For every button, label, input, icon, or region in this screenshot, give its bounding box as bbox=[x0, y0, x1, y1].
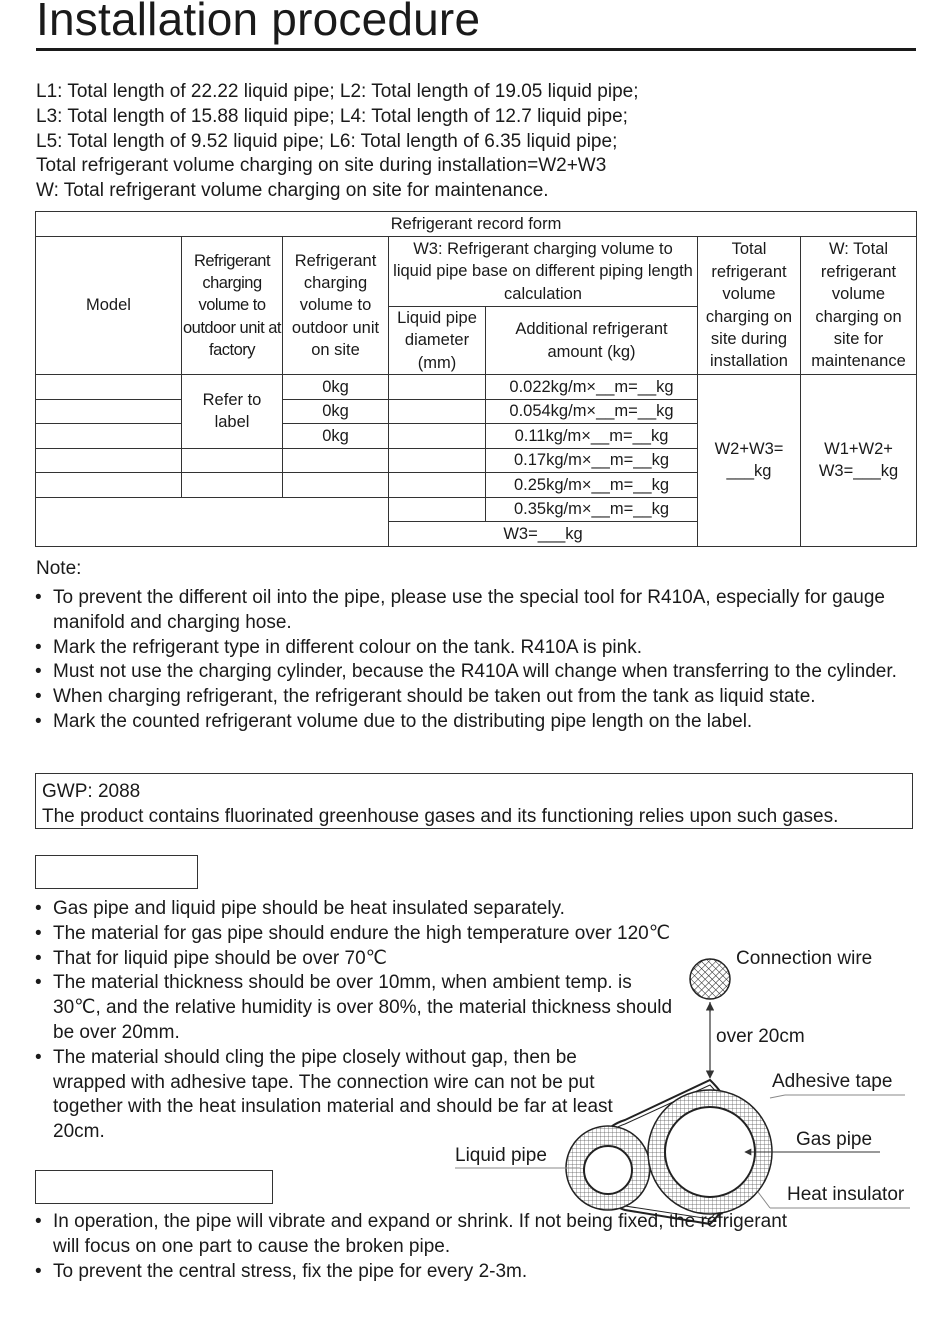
on-site-cell bbox=[283, 473, 389, 498]
diameter-cell bbox=[389, 473, 486, 498]
liquid-pipe-label: Liquid pipe bbox=[455, 1145, 547, 1166]
section-heading-box bbox=[35, 1170, 273, 1204]
list-item: • The material should cling the pipe closely without gap, then be wrapped with adhesive tape. The connection wire can not be put together with the heat insulation material and should be far at least 20cm. bbox=[35, 1046, 613, 1145]
list-item: • The material for gas pipe should endure the high temperature over 120℃ bbox=[35, 922, 695, 947]
gwp-box bbox=[35, 773, 913, 829]
refrigerant-record-table bbox=[35, 211, 917, 547]
header-total-install: Total refrigerant volume charging on site during installation bbox=[698, 237, 801, 375]
note-heading: Note: bbox=[36, 558, 82, 579]
diameter-cell bbox=[389, 448, 486, 473]
distance-label: over 20cm bbox=[716, 1026, 805, 1047]
gas-pipe-icon bbox=[665, 1107, 755, 1197]
on-site-cell: 0kg bbox=[283, 424, 389, 449]
header-factory: Refrigerant charging volume to outdoor unit at factory bbox=[182, 237, 283, 375]
fixing-list bbox=[35, 1210, 835, 1284]
on-site-cell: 0kg bbox=[283, 375, 389, 400]
additional-cell: 0.022kg/m×__m=__kg bbox=[486, 375, 698, 400]
connection-wire-icon bbox=[690, 959, 730, 999]
list-item: • Mark the counted refrigerant volume due to the distributing pipe length on the label. bbox=[35, 710, 915, 735]
intro-line: L3: Total length of 15.88 liquid pipe; L4: Total length of 12.7 liquid pipe; bbox=[36, 105, 628, 127]
model-cell bbox=[36, 399, 182, 424]
list-item: • Mark the refrigerant type in different colour on the tank. R410A is pink. bbox=[35, 636, 915, 661]
diameter-cell bbox=[389, 424, 486, 449]
liquid-pipe-icon bbox=[584, 1146, 632, 1194]
list-item: • Gas pipe and liquid pipe should be heat insulated separately. bbox=[35, 897, 695, 922]
header-on-site: Refrigerant charging volume to outdoor unit on site bbox=[283, 237, 389, 375]
additional-cell: 0.11kg/m×__m=__kg bbox=[486, 424, 698, 449]
diameter-cell bbox=[389, 497, 486, 522]
notes-list bbox=[35, 586, 915, 735]
leader-line bbox=[770, 1095, 785, 1098]
header-w3: W3: Refrigerant charging volume to liquid pipe base on different piping length calculation bbox=[389, 237, 698, 307]
additional-cell: 0.17kg/m×__m=__kg bbox=[486, 448, 698, 473]
header-additional: Additional refrigerant amount (kg) bbox=[486, 307, 698, 375]
gas-pipe-label: Gas pipe bbox=[796, 1129, 873, 1150]
page-title: Installation procedure bbox=[36, 0, 481, 45]
additional-cell: 0.054kg/m×__m=__kg bbox=[486, 399, 698, 424]
model-cell bbox=[36, 473, 182, 498]
maint-total-cell: W1+W2+ W3=___kg bbox=[801, 375, 917, 547]
install-total-cell: W2+W3= ___kg bbox=[698, 375, 801, 547]
title-rule bbox=[36, 48, 916, 51]
section-heading-box bbox=[35, 855, 198, 889]
model-cell bbox=[36, 424, 182, 449]
w3-total-cell: W3=___kg bbox=[389, 522, 698, 547]
list-item: • The material thickness should be over 10mm, when ambient temp. is 30℃, and the relative humidity is over 80%, the material thickness should be over 20mm. bbox=[35, 971, 678, 1045]
adhesive-tape-label: Adhesive tape bbox=[772, 1071, 893, 1092]
list-item: • That for liquid pipe should be over 70℃ bbox=[35, 947, 695, 972]
gwp-statement: The product contains fluorinated greenhouse gases and its functioning relies upon such gases. bbox=[42, 806, 839, 827]
list-item: • Must not use the charging cylinder, because the R410A will change when transferring to the cylinder. bbox=[35, 660, 915, 685]
factory-cell bbox=[182, 448, 283, 473]
list-item: • When charging refrigerant, the refrigerant should be taken out from the tank as liquid state. bbox=[35, 685, 915, 710]
on-site-cell: 0kg bbox=[283, 399, 389, 424]
diameter-cell bbox=[389, 399, 486, 424]
heat-insulator-label: Heat insulator bbox=[787, 1184, 905, 1205]
additional-cell: 0.25kg/m×__m=__kg bbox=[486, 473, 698, 498]
intro-text bbox=[36, 80, 638, 204]
additional-cell: 0.35kg/m×__m=__kg bbox=[486, 497, 698, 522]
table-title: Refrigerant record form bbox=[36, 212, 917, 237]
blank-merged-cell bbox=[36, 497, 389, 546]
leader-line bbox=[758, 1192, 770, 1208]
diameter-cell bbox=[389, 375, 486, 400]
gwp-value: GWP: 2088 bbox=[42, 781, 141, 802]
intro-line: L5: Total length of 9.52 liquid pipe; L6: Total length of 6.35 liquid pipe; bbox=[36, 130, 618, 152]
header-diameter: Liquid pipe diameter (mm) bbox=[389, 307, 486, 375]
model-cell bbox=[36, 375, 182, 400]
list-item: • To prevent the different oil into the pipe, please use the special tool for R410A, especially for gauge manifold and charging hose. bbox=[35, 586, 915, 636]
header-model: Model bbox=[36, 237, 182, 375]
intro-line: L1: Total length of 22.22 liquid pipe; L2: Total length of 19.05 liquid pipe; bbox=[36, 81, 639, 102]
model-cell bbox=[36, 448, 182, 473]
intro-line: Total refrigerant volume charging on site during installation=W2+W3 bbox=[36, 155, 607, 177]
on-site-cell bbox=[283, 448, 389, 473]
list-item: • In operation, the pipe will vibrate and expand or shrink. If not being fixed, the refrigerant will focus on one part to cause the broken pipe. bbox=[35, 1210, 798, 1260]
factory-cell bbox=[182, 473, 283, 498]
refer-label-cell: Refer to label bbox=[182, 375, 283, 449]
intro-line: W: Total refrigerant volume charging on site for maintenance. bbox=[36, 180, 549, 202]
header-total-maint: W: Total refrigerant volume charging on site for maintenance bbox=[801, 237, 917, 375]
connection-wire-label: Connection wire bbox=[736, 948, 873, 969]
list-item: • To prevent the central stress, fix the pipe for every 2-3m. bbox=[35, 1260, 835, 1285]
